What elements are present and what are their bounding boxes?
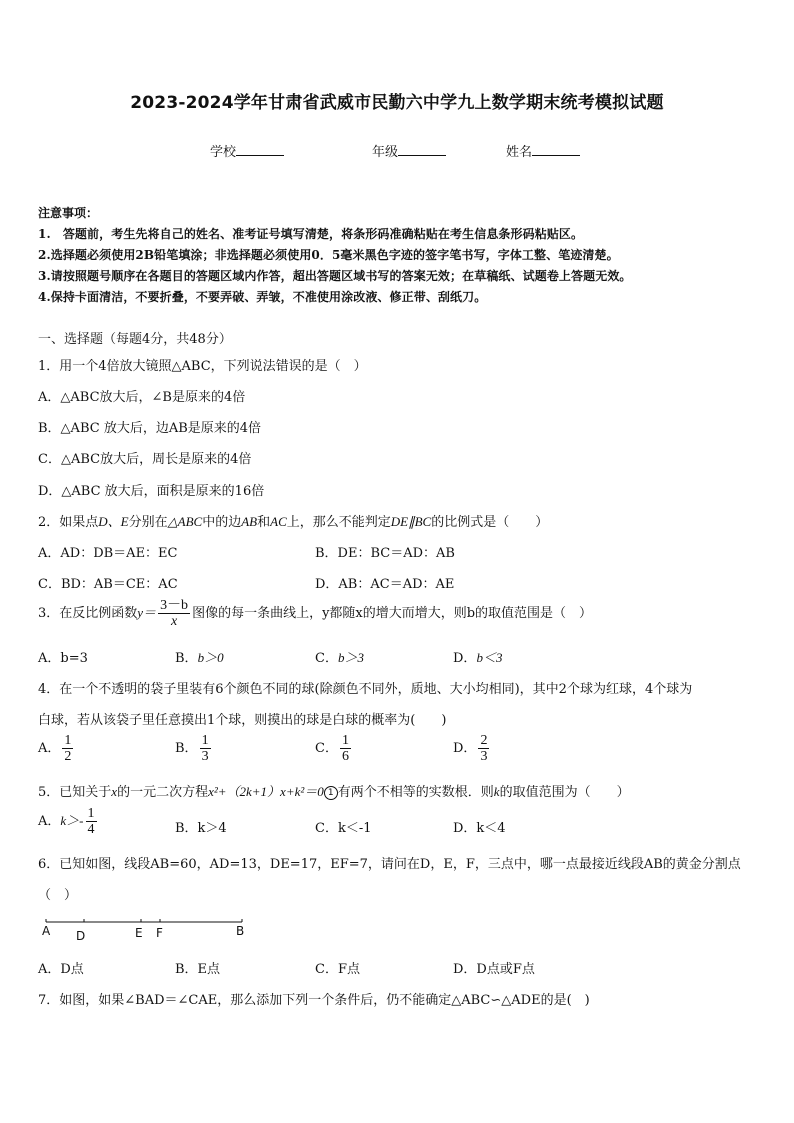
question-5-option-b: B．k＞4 [175,821,227,836]
question-4-option-c: C． $\frac{1}{6}$ [315,733,349,764]
notice-item: 3.请按照题号顺序在各题目的答题区域内作答，超出答题区域书写的答案无效；在草稿纸、试题卷上答题无效。 [38,269,632,283]
question-2-option-a: A．AD：DB＝AE：EC [38,546,178,561]
question-6-option-b: B．E点 [175,962,221,977]
question-3-stem: 3．在反比例函数y＝ $\frac{3-b}{x}$ 图像的每一条曲线上，y都随x的增大而增大，则b的取值范围是（ ） [38,598,593,629]
school-blank [236,143,284,156]
notice-item: 2.选择题必须使用2B铅笔填涂；非选择题必须使用0．5毫米黑色字迹的签字笔书写，字体工整、笔迹清楚。 [38,248,619,262]
notice-item: 4.保持卡面清洁，不要折叠，不要弄破、弄皱，不准使用涂改液、修正带、刮纸刀。 [38,290,487,304]
question-4-stem-line1: 4．在一个不透明的袋子里装有6个颜色不同的球(除颜色不同外，质地、大小均相同)，其中2个球为红球，4个球为 [38,682,693,697]
school-field [210,141,284,160]
name-blank [532,143,580,156]
question-4-option-d: D． $\frac{2}{3}$ [453,733,488,764]
point-label-b: B [236,924,245,938]
question-5-option-a: A．k＞- $\frac{1}{4}$ [38,806,95,837]
question-1-option-b: B．△ABC 放大后，边AB是原来的4倍 [38,421,262,436]
grade-field [372,141,446,160]
question-6-option-a: A．D点 [38,962,84,977]
question-1-stem: 1．用一个4倍放大镜照△ABC，下列说法错误的是（ ） [38,359,367,374]
notice-heading: 注意事项： [38,206,99,220]
question-5-stem: 5．已知关于x的一元二次方程x²+（2k+1）x+k²＝0 1 有两个不相等的实数根．则k的取值范围为（ ） [38,784,630,800]
question-6-option-c: C．F点 [315,962,360,977]
section-heading: 一、选择题（每题4分，共48分） [38,332,232,347]
question-4-option-a: A． $\frac{1}{2}$ [38,733,72,764]
question-5-option-d: D．k＜4 [453,821,506,836]
point-label-d: D [76,929,86,943]
name-field [506,141,580,160]
point-label-f: F [156,926,163,940]
page-title: 2023-2024学年甘肃省武威市民勤六中学九上数学期末统考模拟试题 [130,93,664,113]
segment-figure [36,912,252,944]
grade-label: 年级 [372,145,399,160]
question-3-option-b: B．b＞0 [175,650,224,666]
question-3-option-c: C．b＞3 [315,650,364,666]
question-6-stem-line2: （ ） [38,888,78,903]
question-4-option-b: B． $\frac{1}{3}$ [175,733,209,764]
question-2-option-b: B．DE：BC＝AD：AB [315,546,455,561]
question-1-option-c: C．△ABC放大后，周长是原来的4倍 [38,452,252,467]
circled-number: 1 [324,786,338,800]
point-label-a: A [42,924,51,938]
fraction: $\frac{3-b}{x}$ [160,598,189,629]
question-3-option-d: D．b＜3 [453,650,503,666]
question-2-stem: 2．如果点D、E分别在△ABC中的边AB和AC上，那么不能判定DE∥BC的比例式是（ ） [38,514,549,530]
question-6-stem-line1: 6．已知如图，线段AB=60，AD=13，DE=17，EF=7，请问在D，E，F，三点中，哪一点最接近线段AB的黄金分割点 [38,857,741,872]
question-5-option-c: C．k＜-1 [315,821,372,836]
grade-blank [398,143,446,156]
question-1-option-a: A．△ABC放大后，∠B是原来的4倍 [38,390,246,405]
question-2-option-c: C．BD：AB＝CE：AC [38,577,178,592]
notice-item: 1. 答题前，考生先将自己的姓名、准考证号填写清楚，将条形码准确粘贴在考生信息条形码粘贴区。 [38,227,584,241]
question-3-option-a: A．b=3 [38,651,88,666]
question-2-option-d: D．AB：AC＝AD：AE [315,577,455,592]
question-7-stem: 7．如图，如果∠BAD＝∠CAE，那么添加下列一个条件后，仍不能确定△ABC∽△ADE的是( ) [38,993,590,1008]
point-label-e: E [135,926,143,940]
school-label: 学校 [210,145,237,160]
name-label: 姓名 [506,145,533,160]
question-4-stem-line2: 白球，若从该袋子里任意摸出1个球，则摸出的球是白球的概率为( ) [38,713,447,728]
question-1-option-d: D．△ABC 放大后，面积是原来的16倍 [38,484,265,499]
question-6-option-d: D．D点或F点 [453,962,535,977]
